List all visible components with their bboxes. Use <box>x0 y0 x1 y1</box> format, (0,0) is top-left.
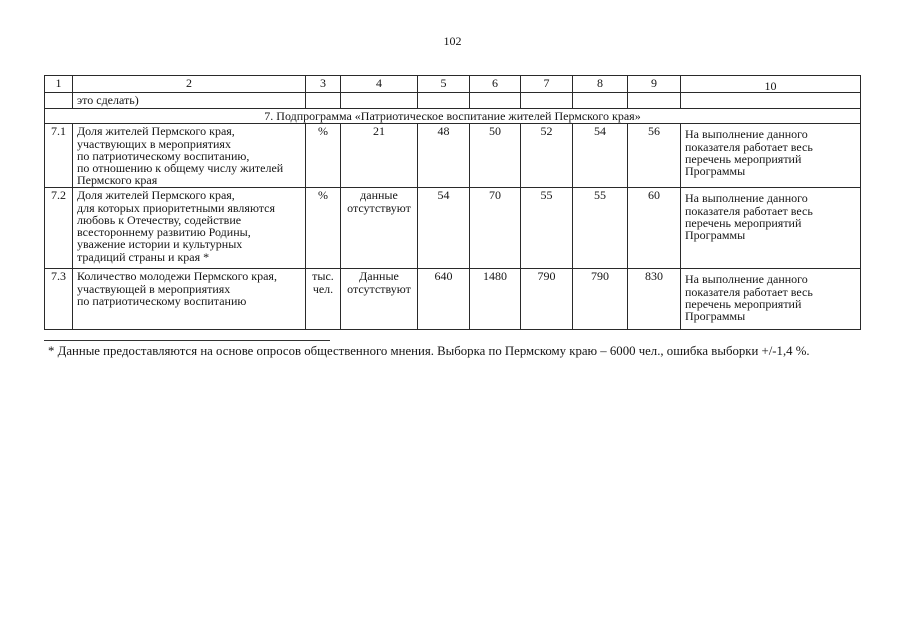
indicator-name-line: традиций страны и края * <box>77 249 210 264</box>
value-col-9-text: 60 <box>648 188 660 203</box>
note-line: Программы <box>685 309 746 324</box>
indicator-name-line: по патриотическому воспитанию, <box>77 148 250 163</box>
column-number: 10 <box>681 76 861 93</box>
unit-cell <box>306 269 341 330</box>
column-number: 6 <box>470 76 521 93</box>
value-col-5-text: 48 <box>437 124 450 139</box>
indicator-name-cell <box>73 269 306 330</box>
footnote: * Данные предоставляются на основе опросов общественного мнения. Выборка по Пермскому краю – 6000 чел., ошибка выборки +/-1,4 %. <box>48 344 810 358</box>
continuation-cell-empty <box>306 93 341 109</box>
value-col-8-cell <box>573 188 628 269</box>
value-col-8-cell <box>573 124 628 188</box>
value-col-5-text: 640 <box>434 269 453 284</box>
continuation-cell-empty <box>341 93 418 109</box>
value-col-7-text: 790 <box>537 269 556 284</box>
row-number-text: 7.1 <box>51 124 66 139</box>
note-line: показателя работает весь <box>685 203 813 218</box>
continuation-cell-empty <box>628 93 681 109</box>
section-title: 7. Подпрограмма «Патриотическое воспитание жителей Пермского края» <box>45 109 861 124</box>
base-value-line: отсутствуют <box>347 281 411 296</box>
value-col-5-cell <box>418 188 470 269</box>
value-col-7-cell <box>521 124 573 188</box>
unit-line: % <box>318 188 328 203</box>
note-line: перечень мероприятий <box>685 215 802 230</box>
row-number-cell <box>45 124 73 188</box>
unit-line: тыс. <box>312 269 334 284</box>
note-line: показателя работает весь <box>685 139 813 154</box>
indicator-name-cell <box>73 124 306 188</box>
unit-cell <box>306 124 341 188</box>
value-col-7-text: 55 <box>540 188 553 203</box>
continuation-cell-empty <box>573 93 628 109</box>
value-col-8-text: 55 <box>594 188 606 203</box>
value-col-8-text: 54 <box>594 124 606 139</box>
continuation-cell-empty <box>45 93 73 109</box>
note-line: На выполнение данного <box>685 191 808 206</box>
column-number: 8 <box>573 76 628 93</box>
indicators-table <box>44 75 861 330</box>
indicator-name-line: участвующих в мероприятиях <box>77 136 231 151</box>
value-col-8-cell <box>573 269 628 330</box>
unit-line: % <box>318 124 328 139</box>
value-col-9-cell <box>628 269 681 330</box>
row-number-text: 7.2 <box>51 188 66 203</box>
value-col-6-cell <box>470 269 521 330</box>
page-number: 102 <box>443 34 462 48</box>
value-col-7-cell <box>521 188 573 269</box>
column-number: 2 <box>73 76 306 93</box>
value-col-5-text: 54 <box>437 188 450 203</box>
value-col-6-cell <box>470 188 521 269</box>
value-col-5-cell <box>418 269 470 330</box>
base-value-line: 21 <box>373 124 385 139</box>
column-number-row <box>45 76 861 93</box>
row-number-cell <box>45 269 73 330</box>
base-value-line: отсутствуют <box>347 200 411 215</box>
note-cell <box>681 269 861 330</box>
value-col-5-cell <box>418 124 470 188</box>
note-line: перечень мероприятий <box>685 296 802 311</box>
indicator-name-line: по отношению к общему числу жителей <box>77 161 284 176</box>
indicator-name-line: Доля жителей Пермского края, <box>77 124 235 139</box>
value-col-9-text: 56 <box>648 124 660 139</box>
column-number: 7 <box>521 76 573 93</box>
continuation-row <box>45 93 861 109</box>
table-row <box>45 124 861 188</box>
note-cell <box>681 124 861 188</box>
indicator-name-line: для которых приоритетными являются <box>77 200 275 215</box>
value-col-6-text: 70 <box>489 188 501 203</box>
indicator-name-line: участвующей в мероприятиях <box>77 281 231 296</box>
indicator-name-line: Количество молодежи Пермского края, <box>77 269 277 284</box>
note-line: На выполнение данного <box>685 272 808 287</box>
base-value-line: данные <box>360 188 398 203</box>
indicator-name-line: Доля жителей Пермского края, <box>77 188 235 203</box>
base-value-line: Данные <box>359 269 399 284</box>
row-number-text: 7.3 <box>51 269 66 284</box>
continuation-cell-empty <box>521 93 573 109</box>
note-line: Программы <box>685 228 746 243</box>
unit-line: чел. <box>312 281 334 296</box>
value-col-9-text: 830 <box>645 269 663 284</box>
column-number: 3 <box>306 76 341 93</box>
value-col-6-text: 1480 <box>483 269 507 284</box>
value-col-9-cell <box>628 124 681 188</box>
base-value-cell <box>341 124 418 188</box>
continuation-cell-empty <box>681 93 861 109</box>
unit-cell <box>306 188 341 269</box>
table-row <box>45 269 861 330</box>
indicator-name-line: всестороннему развитию Родины, <box>77 225 251 240</box>
continuation-cell-empty <box>470 93 521 109</box>
column-number: 5 <box>418 76 470 93</box>
row-number-cell <box>45 188 73 269</box>
base-value-cell <box>341 188 418 269</box>
indicator-name-line: по патриотическому воспитанию <box>77 293 247 308</box>
value-col-9-cell <box>628 188 681 269</box>
column-number: 4 <box>341 76 418 93</box>
value-col-7-cell <box>521 269 573 330</box>
note-cell <box>681 188 861 269</box>
value-col-7-text: 52 <box>540 124 553 139</box>
note-line: перечень мероприятий <box>685 151 802 166</box>
note-line: показателя работает весь <box>685 284 813 299</box>
column-number: 9 <box>628 76 681 93</box>
value-col-6-cell <box>470 124 521 188</box>
base-value-cell <box>341 269 418 330</box>
indicator-name-cell <box>73 188 306 269</box>
column-number: 1 <box>45 76 73 93</box>
indicator-name-line: уважение истории и культурных <box>77 237 243 252</box>
footnote-divider <box>44 340 330 341</box>
continuation-cell-empty <box>418 93 470 109</box>
table-row <box>45 188 861 269</box>
value-col-6-text: 50 <box>489 124 501 139</box>
note-line: Программы <box>685 164 746 179</box>
continuation-text: это сделать) <box>73 93 306 109</box>
value-col-8-text: 790 <box>591 269 609 284</box>
note-line: На выполнение данного <box>685 127 808 142</box>
section-row <box>45 109 861 124</box>
indicator-name-line: Пермского края <box>77 173 158 188</box>
indicator-name-line: любовь к Отечеству, содействие <box>77 212 242 227</box>
